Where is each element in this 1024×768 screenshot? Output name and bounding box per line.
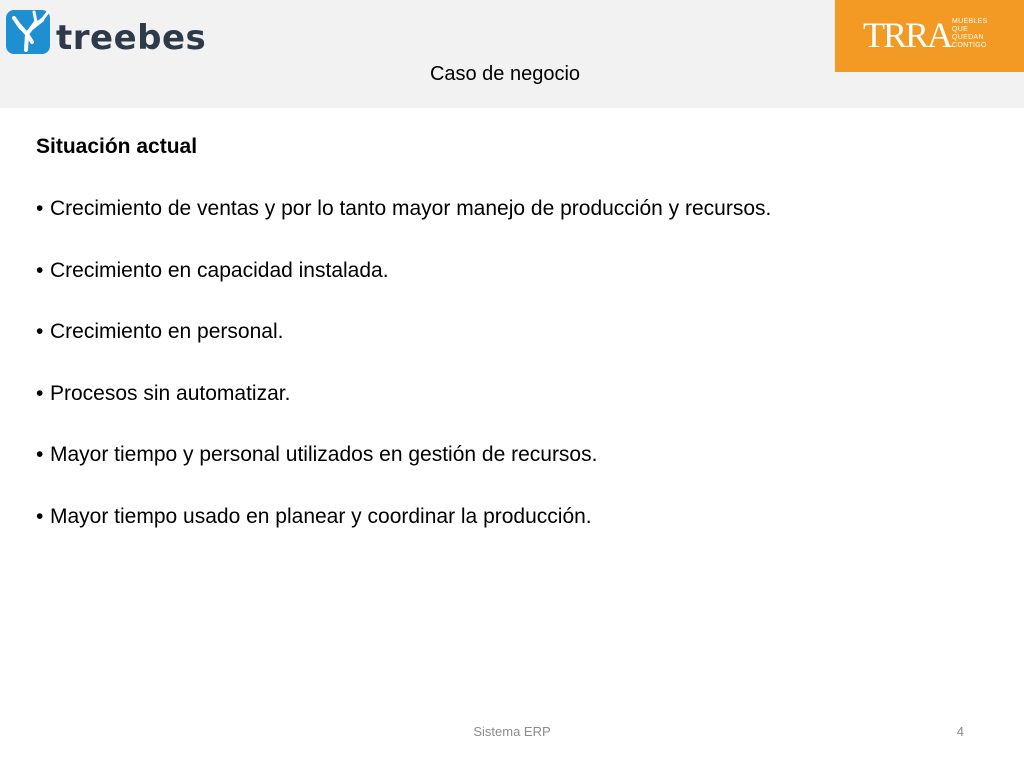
- bullet-text: Crecimiento en capacidad instalada.: [50, 258, 389, 282]
- bullet-text: Procesos sin automatizar.: [50, 381, 291, 405]
- tree-icon: [2, 2, 58, 62]
- trra-tagline-line: QUEDAN: [952, 34, 984, 41]
- bullet-item: [36, 195, 996, 257]
- trra-mark: TRRA: [863, 15, 952, 55]
- bullet-item: [36, 257, 996, 319]
- bullet-icon: •: [36, 320, 44, 343]
- bullet-item: [36, 380, 996, 442]
- bullet-icon: •: [36, 504, 44, 528]
- trra-logo: [835, 0, 1024, 72]
- bullet-icon: •: [36, 258, 44, 282]
- treebes-logo: [0, 0, 207, 66]
- trra-tagline-line: MUEBLES: [952, 18, 988, 25]
- bullet-text: Crecimiento en personal.: [50, 320, 284, 343]
- bullet-icon: •: [36, 443, 44, 466]
- footer-text: Sistema ERP: [473, 724, 551, 739]
- trra-tagline: [952, 18, 988, 50]
- bullet-text: Mayor tiempo usado en planear y coordinar la producción.: [50, 504, 592, 528]
- page-number: 4: [956, 724, 964, 739]
- bullet-icon: •: [36, 197, 44, 220]
- section-heading: Situación actual: [36, 135, 198, 158]
- bullet-text: Mayor tiempo y personal utilizados en gestión de recursos.: [50, 443, 598, 466]
- trra-tagline-line: QUE: [952, 26, 969, 33]
- bullet-item: [36, 441, 996, 503]
- bullet-text: Crecimiento de ventas y por lo tanto mayor manejo de producción y recursos.: [50, 197, 772, 220]
- bullet-icon: •: [36, 381, 44, 405]
- bullet-item: [36, 503, 996, 565]
- trra-tagline-line: CONTIGO: [952, 42, 987, 49]
- bullet-list: [36, 195, 996, 564]
- bullet-item: [36, 318, 996, 380]
- treebes-wordmark: treebes: [56, 18, 207, 58]
- slide-title: Caso de negocio: [429, 63, 581, 85]
